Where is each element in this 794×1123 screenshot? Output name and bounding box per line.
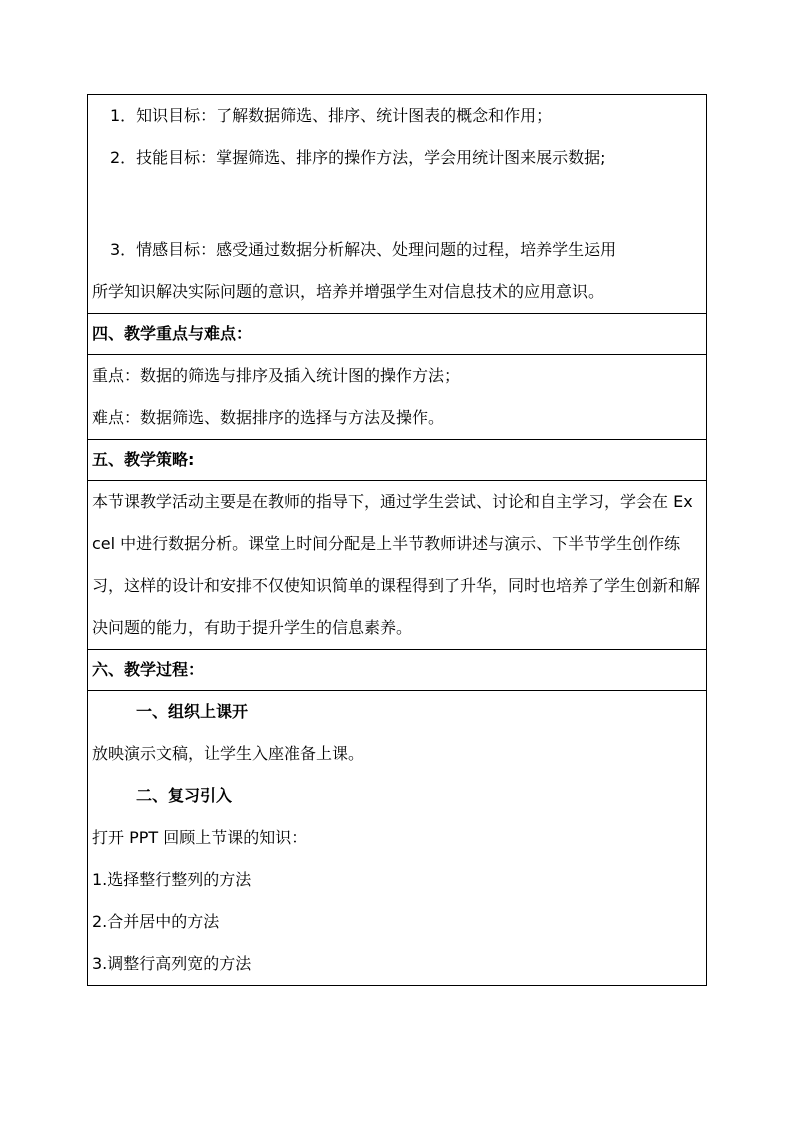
review-item-1: 1.选择整行整列的方法	[92, 870, 252, 889]
section5-heading-row	[88, 440, 707, 481]
objectives-cell	[88, 95, 707, 314]
section6-content-row	[88, 691, 707, 986]
blank-gap	[92, 179, 706, 229]
objective-emotion-line1: 3．情感目标：感受通过数据分析解决、处理问题的过程，培养学生运用	[110, 240, 617, 259]
review-item-2: 2.合并居中的方法	[92, 912, 220, 931]
section4-heading-row	[88, 314, 707, 355]
section5-content-cell	[88, 481, 707, 650]
difficulty-text: 难点：数据筛选、数据排序的选择与方法及操作。	[92, 408, 445, 427]
section6-content-cell	[88, 691, 707, 986]
objectives-row	[88, 95, 707, 314]
lesson-plan-table	[87, 94, 707, 986]
section6-heading-row	[88, 650, 707, 691]
section6-heading: 六、教学过程：	[88, 650, 707, 691]
step2-text: 打开 PPT 回顾上节课的知识：	[92, 828, 308, 847]
section4-content-row	[88, 355, 707, 440]
key-point-text: 重点：数据的筛选与排序及插入统计图的操作方法；	[92, 366, 461, 385]
section5-heading: 五、教学策略:	[88, 440, 707, 481]
strategy-paragraph: 本节课教学活动主要是在教师的指导下，通过学生尝试、讨论和自主学习，学会在 Excel 中进行数据分析。课堂上时间分配是上半节教师讲述与演示、下半节学生创作练习，这样的设计和安排不仅使知识简单的课程得到了升华，同时也培养了学生创新和解决问题的能力，有助于提升学生的信息素养。	[92, 492, 701, 637]
step2-title: 二、复习引入	[136, 786, 233, 805]
section4-content-cell	[88, 355, 707, 440]
step1-title: 一、组织上课开	[136, 702, 249, 721]
section5-content-row	[88, 481, 707, 650]
section4-heading: 四、教学重点与难点：	[88, 314, 707, 355]
objective-emotion-line2: 所学知识解决实际问题的意识，培养并增强学生对信息技术的应用意识。	[92, 282, 605, 301]
objective-knowledge: 1．知识目标：了解数据筛选、排序、统计图表的概念和作用；	[110, 106, 553, 125]
review-item-3: 3.调整行高列宽的方法	[92, 954, 252, 973]
step1-text: 放映演示文稿，让学生入座准备上课。	[92, 744, 365, 763]
objective-skill: 2．技能目标：掌握筛选、排序的操作方法，学会用统计图来展示数据;	[110, 148, 606, 167]
